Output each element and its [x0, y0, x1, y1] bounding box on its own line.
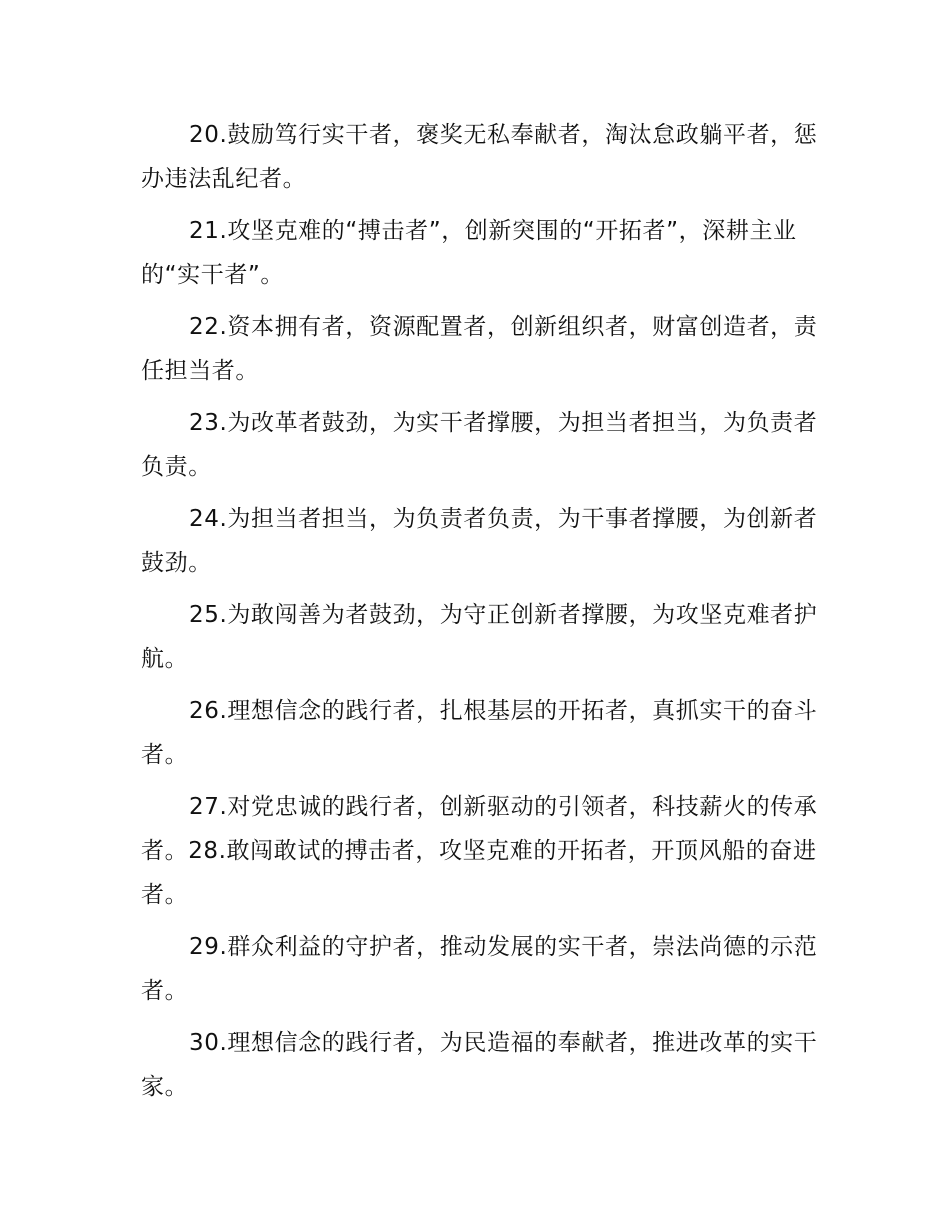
paragraph-20: 20.鼓励笃行实干者，褒奖无私奉献者，淘汰怠政躺平者，惩办违法乱纪者。 [141, 122, 818, 192]
document-body [141, 113, 831, 1117]
paragraph-29: 29.群众利益的守护者，推动发展的实干者，崇法尚德的示范者。 [141, 934, 818, 1004]
paragraph-25: 25.为敢闯善为者鼓劲，为守正创新者撑腰，为攻坚克难者护航。 [141, 602, 818, 672]
paragraph-22: 22.资本拥有者，资源配置者，创新组织者，财富创造者，责任担当者。 [141, 314, 818, 384]
paragraph-24: 24.为担当者担当，为负责者负责，为干事者撑腰，为创新者鼓劲。 [141, 506, 818, 576]
paragraph-27-28: 27.对党忠诚的践行者，创新驱动的引领者，科技薪火的传承者。28.敢闯敢试的搏击者，攻坚克难的开拓者，开顶风船的奋进者。 [141, 794, 818, 908]
paragraph-26: 26.理想信念的践行者，扎根基层的开拓者，真抓实干的奋斗者。 [141, 698, 818, 768]
paragraph-30: 30.理想信念的践行者，为民造福的奉献者，推进改革的实干家。 [141, 1030, 818, 1100]
paragraph-21: 21.攻坚克难的“搏击者”，创新突围的“开拓者”，深耕主业的“实干者”。 [141, 218, 797, 288]
paragraph-23: 23.为改革者鼓劲，为实干者撑腰，为担当者担当，为负责者负责。 [141, 410, 818, 480]
